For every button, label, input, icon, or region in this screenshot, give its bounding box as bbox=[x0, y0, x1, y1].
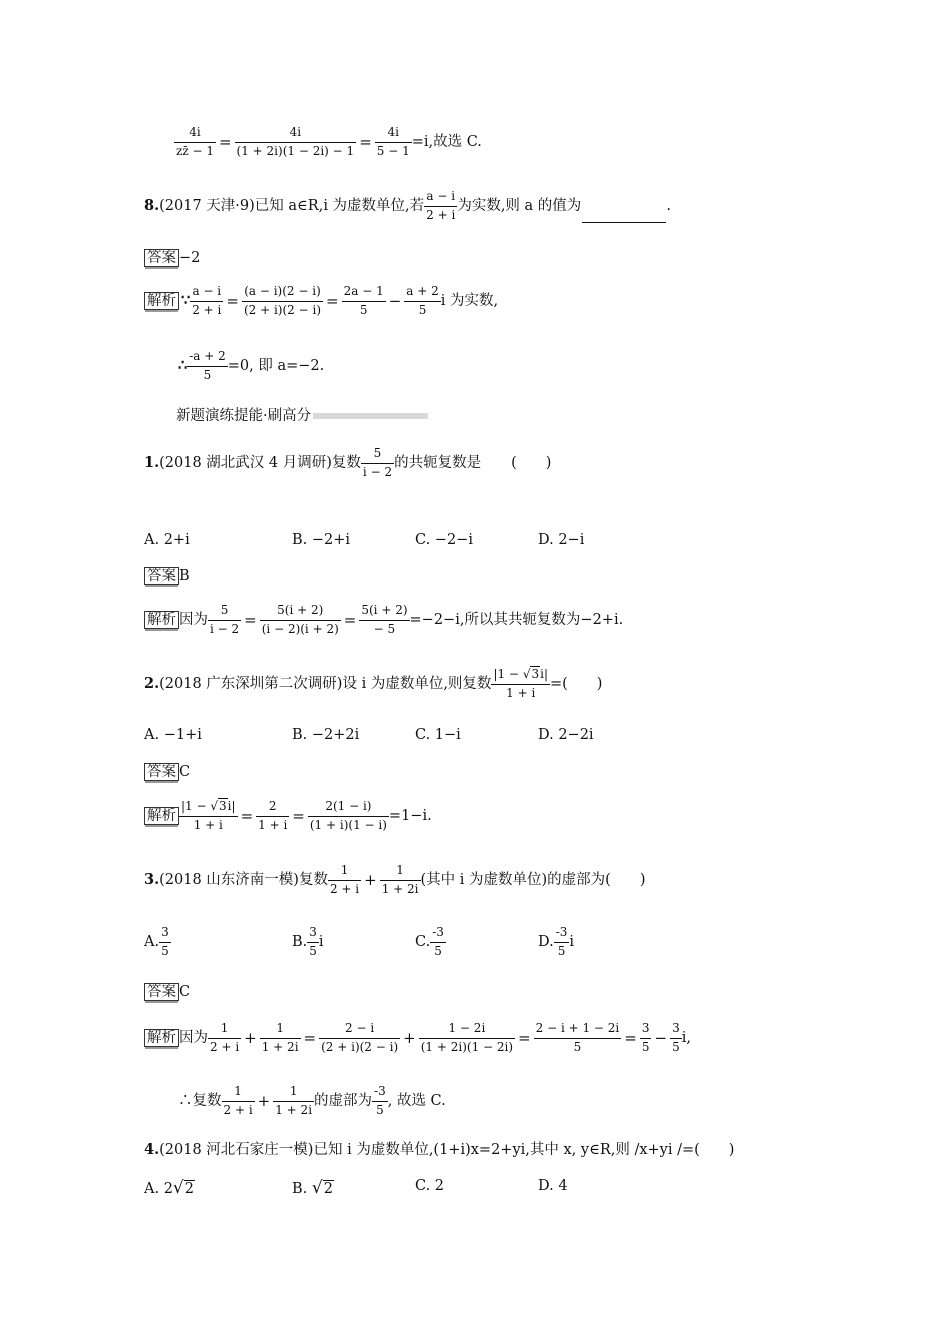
option-d: D. 2−2i bbox=[538, 727, 594, 743]
fraction: $\frac{2}{1 + i}$ bbox=[258, 799, 288, 832]
fraction: $\frac{5}{i - 2}$ bbox=[210, 603, 240, 636]
analysis-label: 解析 bbox=[144, 1029, 179, 1047]
analysis-label: 解析 bbox=[144, 807, 179, 825]
option-c: C. 2 bbox=[415, 1178, 445, 1194]
answer-blank bbox=[582, 222, 666, 223]
option-b: B. $\frac{3}{5}$ i bbox=[292, 925, 324, 958]
option-a: A. $\frac{3}{5}$ bbox=[144, 925, 169, 958]
answer-label: 答案 bbox=[144, 567, 179, 585]
question-8: 8.(2017 天津·9)已知 a∈R,i 为虚数单位,若 $\frac{a - i}{2 + i}$ 为实数,则 a 的值为 . bbox=[144, 189, 671, 222]
fraction: $\frac{4i}{(1 + 2i)(1 - 2i) - 1}$ bbox=[236, 125, 355, 158]
option-c: C. 1−i bbox=[415, 727, 461, 743]
answer-label: 答案 bbox=[144, 763, 179, 781]
analysis-label: 解析 bbox=[144, 611, 179, 629]
option-c: C. −2−i bbox=[415, 532, 473, 548]
option-c: C. $\frac{-3}{5}$ bbox=[415, 925, 444, 958]
question-1: 1.(2018 湖北武汉 4 月调研)复数 $\frac{5}{i - 2}$ 的共轭复数是 ( ) bbox=[144, 446, 552, 479]
option-d: D. 2−i bbox=[538, 532, 585, 548]
fraction: $\frac{1}{2 + i}$ bbox=[329, 863, 360, 896]
option-b: B. −2+2i bbox=[292, 727, 360, 743]
fraction: $\frac{a + 2}{5}$ bbox=[406, 284, 439, 317]
fraction: $\frac{1}{1 + 2i}$ bbox=[381, 863, 419, 896]
analysis-row-q8: 解析 ∵ $\frac{a - i}{2 + i}$ = $\frac{(a - i)(2 - i)}{(2 + i)(2 - i)}$ = $\frac{2a - 1}{5}$ − $\frac{a + 2}{5}$ i 为实数, bbox=[144, 285, 498, 318]
fraction: $\frac{5(i + 2)}{- 5}$ bbox=[361, 603, 408, 636]
fraction: $\frac{5}{i - 2}$ bbox=[362, 446, 393, 479]
analysis-label: 解析 bbox=[144, 292, 179, 310]
fraction: $\frac{(a - i)(2 - i)}{(2 + i)(2 - i)}$ bbox=[243, 284, 322, 317]
question-4: 4.(2018 河北石家庄一模)已知 i 为虚数单位,(1+i)x=2+yi,其中 x, y∈R,则 /x+yi /=( ) bbox=[144, 1141, 735, 1158]
fraction: $\frac{a - i}{2 + i}$ bbox=[426, 189, 456, 222]
answer-row-q1: 答案 B bbox=[144, 567, 190, 585]
answer-row-q8: 答案 −2 bbox=[144, 249, 200, 267]
answer-row-q2: 答案 C bbox=[144, 763, 190, 781]
fraction: $\frac{a - i}{2 + i}$ bbox=[192, 284, 222, 317]
fraction: $\frac{5(i + 2)}{(i - 2)(i + 2)}$ bbox=[261, 603, 339, 636]
option-d: D. $\frac{-3}{5}$ i bbox=[538, 925, 575, 958]
option-b: B. √2 bbox=[292, 1178, 333, 1198]
fraction: $\frac{4i}{5 - 1}$ bbox=[376, 125, 410, 158]
option-a: A. 2√2 bbox=[144, 1178, 194, 1198]
option-a: A. −1+i bbox=[144, 727, 202, 743]
formula-line-0: $\frac{4i}{zz̄ - 1}$ = $\frac{4i}{(1 + 2i)(1 - 2i) - 1}$ = $\frac{4i}{5 - 1}$ =i,故选 C. bbox=[176, 125, 482, 158]
fraction: $\frac{-a + 2}{5}$ bbox=[189, 349, 226, 382]
option-d: D. 4 bbox=[538, 1178, 568, 1194]
fraction: $\frac{2a - 1}{5}$ bbox=[343, 284, 384, 317]
fraction: $\frac{2(1 - i)}{(1 + i)(1 - i)}$ bbox=[309, 799, 387, 832]
analysis-row-q1: 解析 因为 $\frac{5}{i - 2}$ = $\frac{5(i + 2)}{(i - 2)(i + 2)}$ = $\frac{5(i + 2)}{- 5}$ =−2−i,所以其共轭复数为−2+i. bbox=[144, 604, 623, 637]
analysis-row-q8-line2: ∴ $\frac{-a + 2}{5}$ =0, 即 a=−2. bbox=[178, 349, 325, 382]
fraction: $\frac{4i}{zz̄ - 1}$ bbox=[176, 125, 214, 158]
option-b: B. −2+i bbox=[292, 532, 351, 548]
answer-label: 答案 bbox=[144, 983, 179, 1001]
analysis-row-q3: 解析 因为 $\frac{1}{2 + i}$ + $\frac{1}{1 + 2i}$ = $\frac{2 - i}{(2 + i)(2 - i)}$ + $\frac{1 - 2i}{(1 + 2i)(1 - 2i)}$ = $\frac{2 - i + 1 - 2i}{5}$ = $\frac{3}{5}$ − $\frac{3}{5}$ i, bbox=[144, 1022, 691, 1055]
answer-label: 答案 bbox=[144, 249, 179, 267]
question-3: 3.(2018 山东济南一模)复数 $\frac{1}{2 + i}$ + $\frac{1}{1 + 2i}$ (其中 i 为虚数单位)的虚部为( ) bbox=[144, 863, 646, 896]
analysis-row-q3-line2: ∴复数 $\frac{1}{2 + i}$ + $\frac{1}{1 + 2i}$ 的虚部为 $\frac{-3}{5}$ , 故选 C. bbox=[178, 1084, 446, 1117]
answer-row-q3: 答案 C bbox=[144, 983, 190, 1001]
question-2: 2.(2018 广东深圳第二次调研)设 i 为虚数单位,则复数 $\frac{|1 - √3i|}{1 + i}$ =( ) bbox=[144, 667, 603, 700]
fraction: $\frac{|1 - √3i|}{1 + i}$ bbox=[181, 799, 236, 832]
fraction: $\frac{|1 - √3i|}{1 + i}$ bbox=[493, 667, 548, 700]
option-a: A. 2+i bbox=[144, 532, 190, 548]
analysis-row-q2: 解析 $\frac{|1 - √3i|}{1 + i}$ = $\frac{2}{1 + i}$ = $\frac{2(1 - i)}{(1 + i)(1 - i)}$ =1−i. bbox=[144, 800, 432, 833]
section-bar bbox=[313, 413, 428, 419]
section-header: 新题演练提能·刷高分 bbox=[176, 409, 428, 424]
